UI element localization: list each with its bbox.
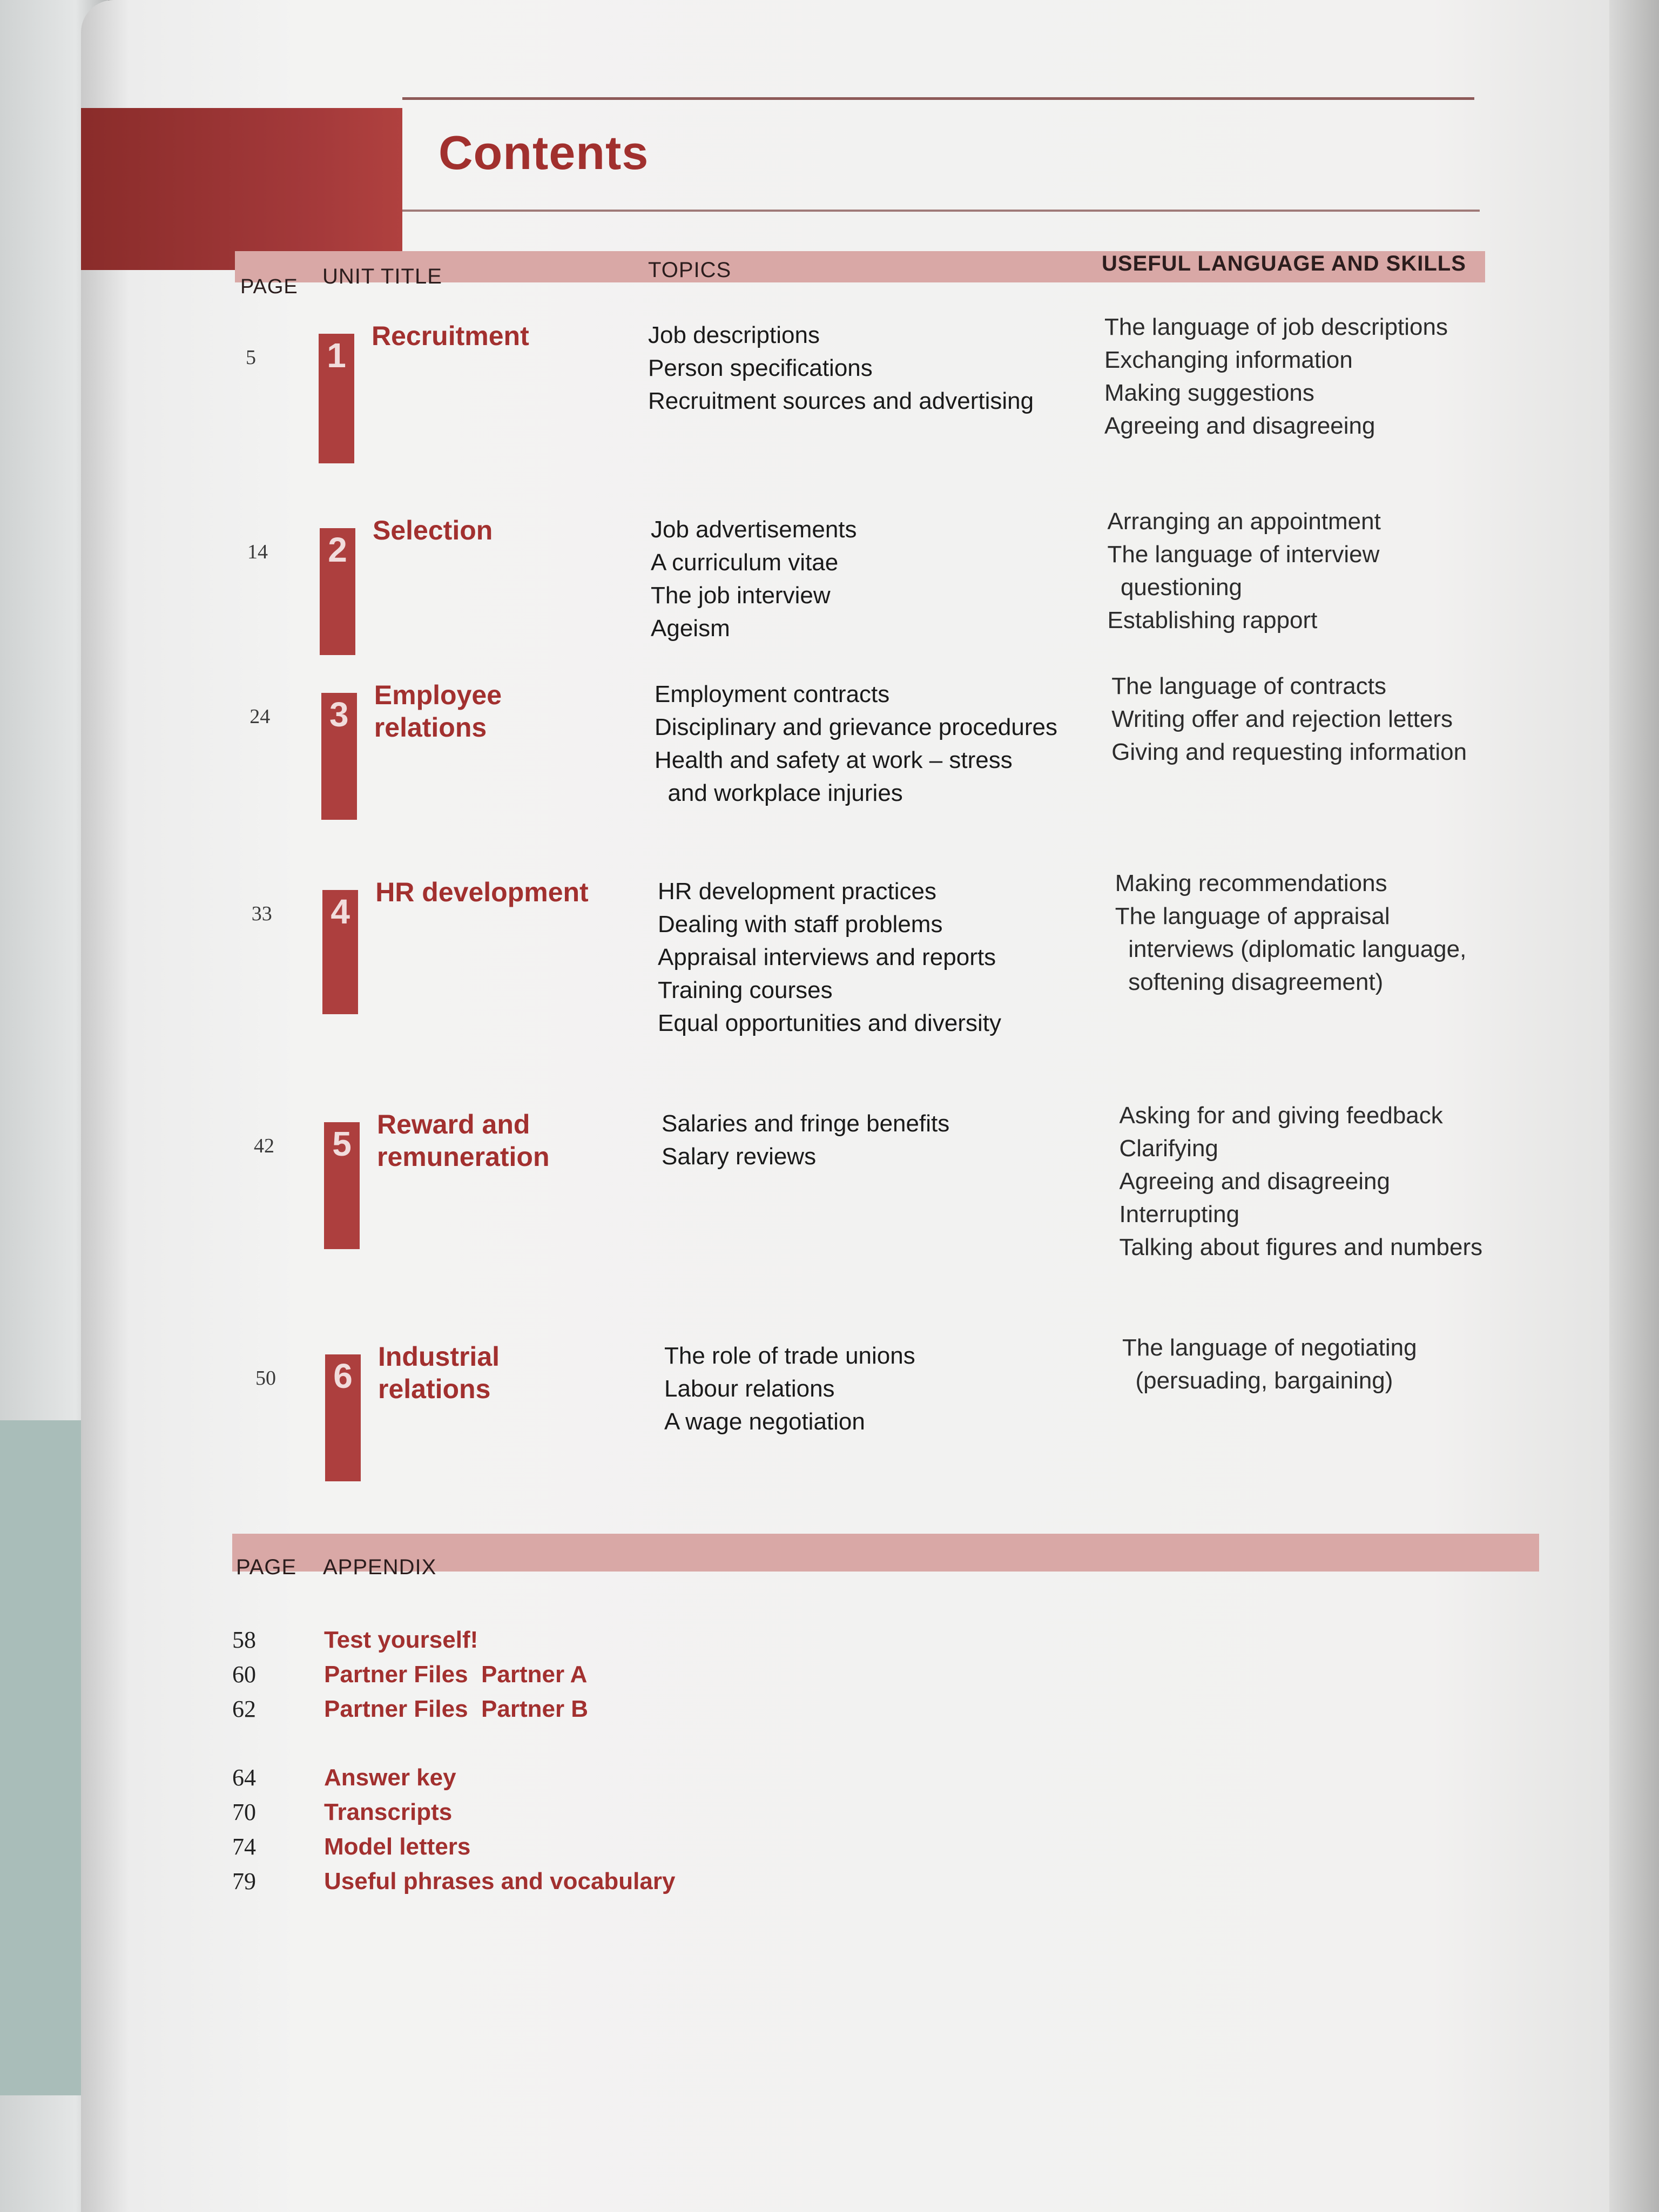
unit-page-number: 42 [254, 1135, 274, 1157]
unit-skills: Making recommendations The language of appraisal interviews (diplomatic language, softening disagreement) [1115, 870, 1467, 995]
column-header-skills: USEFUL LANGUAGE AND SKILLS [1102, 252, 1466, 275]
unit-number: 4 [331, 892, 350, 931]
appendix-item [232, 1657, 988, 1692]
unit-page-number: 33 [251, 902, 272, 925]
unit-skills: The language of negotiating (persuading, bargaining) [1122, 1334, 1417, 1394]
appendix-page-number: 62 [232, 1696, 256, 1722]
unit-page-number: 14 [247, 541, 268, 563]
unit-topics: Salaries and fringe benefits Salary reviews [662, 1110, 950, 1170]
unit-title: Recruitment [372, 321, 529, 351]
appendix-item [232, 1692, 988, 1727]
appendix-item [232, 1761, 988, 1795]
appendix-page-number: 79 [232, 1868, 256, 1894]
appendix-header-page: PAGE [236, 1555, 297, 1579]
unit-skills: The language of job descriptions Exchanging information Making suggestions Agreeing and disagreeing [1104, 314, 1448, 439]
unit-skills: The language of contracts Writing offer and rejection letters Giving and requesting information [1111, 673, 1467, 765]
header-top-rule [402, 97, 1474, 100]
appendix-page-number: 70 [232, 1799, 256, 1825]
appendix-item [232, 1623, 988, 1657]
unit-number-block [320, 528, 355, 655]
page-title: Contents [439, 126, 649, 179]
unit-topics: HR development practices Dealing with staff problems Appraisal interviews and reports Training courses Equal opportunities and diversity [658, 878, 1001, 1036]
unit-skills: Arranging an appointment The language of interview questioning Establishing rapport [1107, 508, 1381, 633]
unit-topics: Job advertisements A curriculum vitae The job interview Ageism [651, 516, 857, 642]
unit-number-block [319, 334, 354, 463]
unit-number-block [321, 693, 357, 820]
unit-number: 1 [327, 336, 346, 375]
appendix-title: Partner Files Partner A [324, 1661, 588, 1688]
unit-page-number: 5 [246, 346, 256, 369]
unit-topics: Job descriptions Person specifications Recruitment sources and advertising [648, 322, 1034, 414]
appendix-page-number: 74 [232, 1833, 256, 1860]
appendix-title: Partner Files Partner B [324, 1696, 589, 1722]
unit-number: 2 [328, 530, 347, 569]
appendix-title: Model letters [324, 1833, 471, 1860]
unit-title: Industrial relations [378, 1341, 500, 1404]
unit-number-block [322, 890, 358, 1014]
appendix-item [232, 1830, 988, 1864]
unit-number-block [325, 1354, 361, 1481]
column-header-unit-title: UNIT TITLE [322, 265, 442, 288]
header-bottom-rule [402, 210, 1480, 212]
appendix-item [232, 1795, 988, 1830]
unit-number: 6 [333, 1357, 353, 1395]
unit-number: 5 [332, 1124, 352, 1163]
unit-topics: Employment contracts Disciplinary and grievance procedures Health and safety at work – stress and workplace injuries [655, 681, 1057, 806]
appendix-header-title: APPENDIX [323, 1555, 437, 1579]
page-edge [1609, 0, 1659, 2212]
appendix-title: Transcripts [324, 1799, 453, 1825]
unit-topics: The role of trade unions Labour relations A wage negotiation [664, 1343, 915, 1435]
appendix-page-number: 64 [232, 1764, 256, 1791]
unit-skills: Asking for and giving feedback Clarifying Agreeing and disagreeing Interrupting Talking about figures and numbers [1119, 1102, 1483, 1260]
unit-title: Employee relations [374, 680, 502, 743]
appendix-title: Useful phrases and vocabulary [324, 1868, 676, 1894]
appendix-title: Answer key [324, 1764, 456, 1791]
unit-title: HR development [375, 877, 589, 907]
column-header-page: PAGE [240, 275, 298, 298]
appendix-title: Test yourself! [324, 1627, 478, 1653]
appendix-page-number: 58 [232, 1627, 256, 1653]
unit-page-number: 24 [249, 705, 271, 728]
appendix-item [232, 1864, 988, 1899]
header-accent-bar [81, 108, 402, 270]
column-header-topics: TOPICS [648, 258, 732, 282]
appendix-page-number: 60 [232, 1661, 256, 1688]
unit-number-block [324, 1122, 360, 1249]
unit-number: 3 [329, 695, 349, 734]
unit-title: Selection [373, 515, 493, 545]
unit-page-number: 50 [255, 1367, 276, 1390]
unit-title: Reward and remuneration [377, 1109, 550, 1172]
